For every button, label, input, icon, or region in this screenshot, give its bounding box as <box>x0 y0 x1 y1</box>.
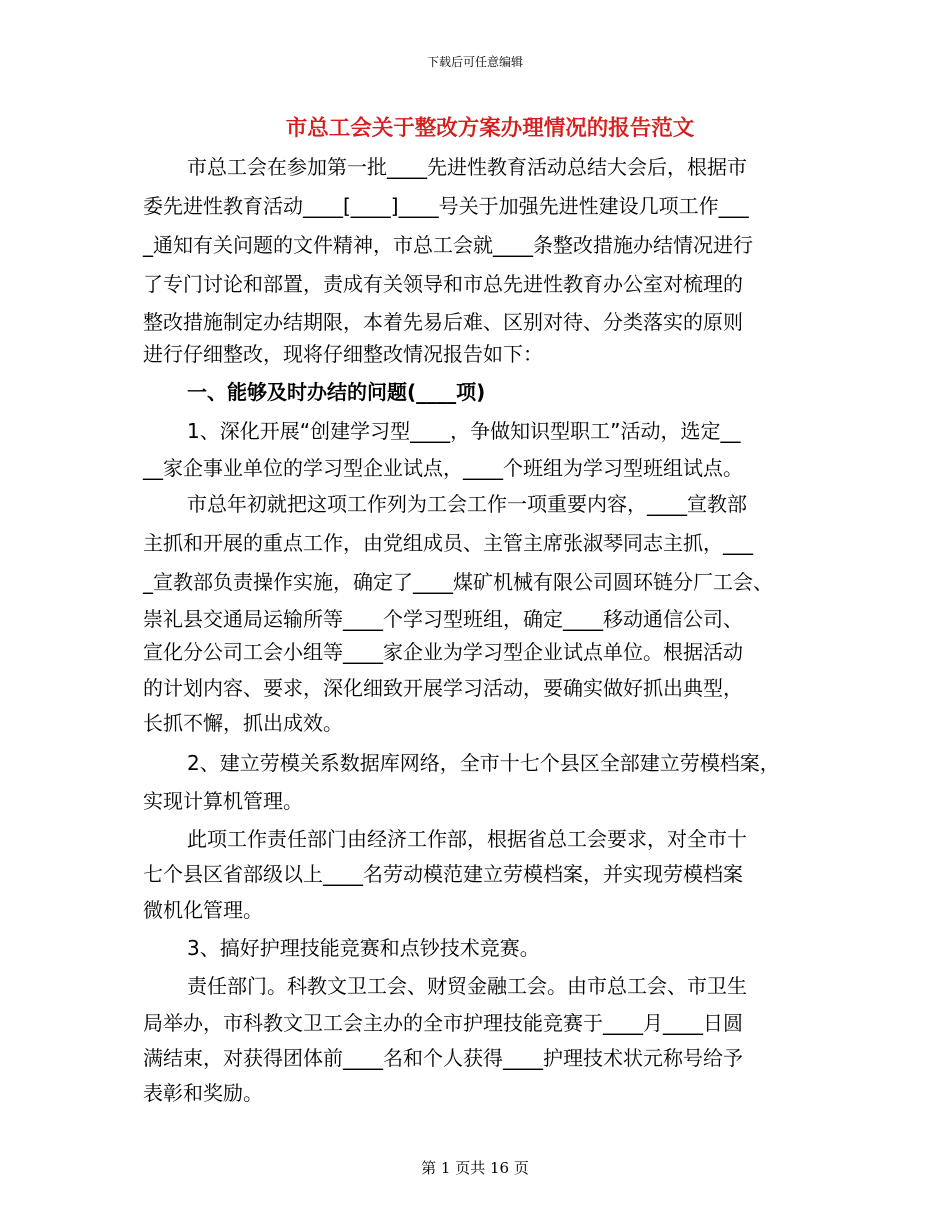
body-line: __家企事业单位的学习型企业试点，____个班组为学习型班组试点。 <box>143 456 743 480</box>
body-line: 七个县区省部级以上____名劳动模范建立劳模档案，并实现劳模档案 <box>143 862 743 886</box>
body-line: 长抓不懈，抓出成效。 <box>143 711 343 735</box>
body-line: _宣教部负责操作实施，确定了____煤矿机械有限公司圆环链分厂工会、 <box>143 570 773 594</box>
section-heading: 一、能够及时办结的问题(____项) <box>187 380 486 404</box>
body-line: 主抓和开展的重点工作，由党组成员、主管主席张淑琴同志主抓，___ <box>143 531 753 555</box>
body-line: 局举办，市科教文卫工会主办的全市护理技能竞赛于____月____日圆 <box>143 1011 743 1035</box>
body-line: 微机化管理。 <box>143 898 263 922</box>
body-line: 进行仔细整改，现将仔细整改情况报告如下： <box>143 342 543 366</box>
item-heading: 3、搞好护理技能竞赛和点钞技术竞赛。 <box>187 936 540 960</box>
body-line: 责任部门。科教文卫工会、财贸金融工会。由市总工会、市卫生 <box>187 974 747 998</box>
item-heading: 1、深化开展“创建学习型____，争做知识型职工”活动，选定__ <box>187 419 741 443</box>
item-heading: 2、建立劳模关系数据库网络，全市十七个县区全部建立劳模档案， <box>187 751 780 775</box>
body-line: 实现计算机管理。 <box>143 789 303 813</box>
body-line: 委先进性教育活动____[____]____号关于加强先进性建设几项工作___ <box>143 194 749 218</box>
body-line: 此项工作责任部门由经济工作部，根据省总工会要求，对全市十 <box>187 827 747 851</box>
body-line: 崇礼县交通局运输所等____个学习型班组，确定____移动通信公司、 <box>143 607 743 631</box>
body-line: 市总年初就把这项工作列为工会工作一项重要内容，____宣教部 <box>187 492 747 516</box>
document-title: 市总工会关于整改方案办理情况的报告范文 <box>285 116 695 141</box>
body-line: 宣化分公司工会小组等____家企业为学习型企业试点单位。根据活动 <box>143 640 743 664</box>
body-line: 表彰和奖励。 <box>143 1081 263 1105</box>
page-header-note: 下载后可任意编辑 <box>426 55 523 69</box>
page-number: 第 1 页共 16 页 <box>421 1159 529 1177</box>
body-line: 市总工会在参加第一批____先进性教育活动总结大会后，根据市 <box>187 155 747 179</box>
body-line: 的计划内容、要求，深化细致开展学习活动，要确实做好抓出典型， <box>143 676 743 700</box>
body-line: 了专门讨论和部置，责成有关领导和市总先进性教育办公室对梳理的 <box>143 272 743 296</box>
body-line: 满结束，对获得团体前____名和个人获得____护理技术状元称号给予 <box>143 1046 743 1070</box>
body-line: 整改措施制定办结期限，本着先易后难、区别对待、分类落实的原则 <box>143 310 743 334</box>
body-line: _通知有关问题的文件精神，市总工会就____条整改措施办结情况进行 <box>143 233 753 257</box>
